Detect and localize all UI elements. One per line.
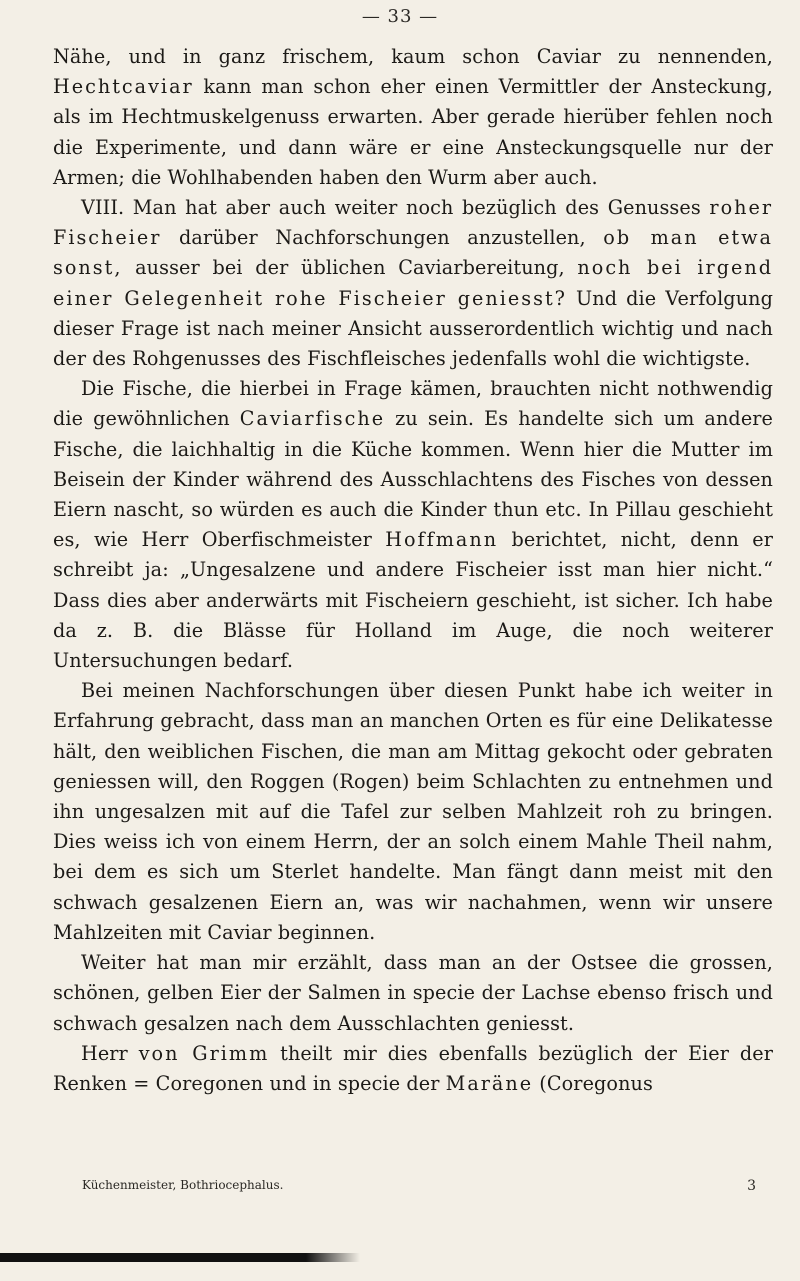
text-span: zu sein. Es handelte sich um andere Fische, die laichhaltig in die Küche kommen. Wenn hier die Mutter im Beisein der Kinder während des Ausschlachtens des Fisches von dessen Eiern nascht, so würden es auch die Kinder thun etc. In Pillau geschieht es, wie Herr Oberfischmeister (53, 407, 773, 552)
emphasis-caviarfische: Caviarfische (239, 407, 386, 431)
emphasis-von-grimm: von Grimm (138, 1041, 270, 1065)
text-span: ausser bei der üblichen Caviarbereitung, (122, 256, 578, 280)
emphasis-hechtcaviar: Hechtcaviar (53, 75, 194, 99)
paragraph-2 (53, 193, 773, 374)
text-span: Weiter hat man mir erzählt, dass man an der Ostsee die grossen, schönen, gelben Eier der Salmen in specie der Lachse ebenso frisch und schwach gesalzen nach dem Ausschlachten geniesst. (53, 951, 773, 1035)
text-span: Nähe, und in ganz frischem, kaum schon Caviar zu nennenden, (53, 45, 773, 68)
text-span: VIII. Man hat aber auch weiter noch bezüglich des Genusses (81, 196, 710, 220)
emphasis-hoffmann: Hoffmann (385, 528, 499, 552)
body-text (53, 42, 773, 1099)
emphasis-question: noch bei irgend einer Gelegenheit rohe Fischeier geniesst? (53, 256, 773, 310)
emphasis-roher-fischeier: roher Fischeier (53, 196, 773, 250)
text-span: (Coregonus (533, 1071, 653, 1095)
text-span: theilt mir dies ebenfalls bezüglich der Eier der Renken = Coregonen und in specie der (53, 1041, 773, 1095)
text-span: Bei meinen Nachforschungen über diesen Punkt habe ich weiter in Erfahrung gebracht, dass man an manchen Orten es für eine Delikatesse hält, den weiblichen Fischen, die man am Mittag gekocht oder gebraten geniessen will, den Roggen (Rogen) beim Schlachten zu entnehmen und ihn ungesalzen mit auf die Tafel zur selben Mahlzeit roh zu bringen. Dies weiss ich von einem Herrn, der an solch einem Mahle Theil nahm, bei dem es sich um Sterlet handelte. Man fängt dann meist mit den schwach gesalzenen Eiern an, was wir nachahmen, wenn wir unsere Mahlzeiten mit Caviar beginnen. (53, 679, 773, 944)
emphasis-ob-man-etwa-sonst: ob man etwa sonst, (53, 226, 773, 280)
paragraph-5 (53, 948, 773, 1039)
text-span: berichtet, nicht, denn er schreibt ja: „Ungesalzene und andere Fischeier isst man hier nicht.“ Dass dies aber anderwärts mit Fischeiern geschieht, ist sicher. Ich habe da z. B. die Blässe für Holland im Auge, die noch weiterer Untersuchungen bedarf. (53, 528, 773, 673)
bottom-rule (0, 1253, 360, 1262)
text-span: Herr (81, 1041, 139, 1065)
text-span: kann man schon eher einen Vermittler der Ansteckung, als im Hechtmuskelgenuss erwarten. Aber gerade hierüber fehlen noch die Experimente, und dann wäre er eine Ansteckungsquelle nur der Armen; die Wohlhabenden haben den Wurm aber auch. (53, 75, 773, 189)
text-span: darüber Nachforschungen anzustellen, (161, 226, 604, 250)
text-span: Die Fische, die hierbei in Frage kämen, brauchten nicht nothwendig die gewöhnlichen (53, 377, 773, 431)
paragraph-1 (53, 42, 773, 193)
emphasis-maraene: Maräne (445, 1071, 534, 1095)
footer-signature-line (82, 1178, 762, 1192)
page-number: — 33 — (361, 6, 439, 27)
paragraph-3 (53, 374, 773, 676)
paragraph-6 (53, 1039, 773, 1099)
sheet-mark: 3 (747, 1178, 756, 1194)
text-span: Und die Verfolgung dieser Frage ist nach meiner Ansicht ausserordentlich wichtig und nach der des Rohgenusses des Fischfleisches jedenfalls wohl die wichtigste. (53, 286, 773, 371)
paragraph-4 (53, 676, 773, 948)
signature-text: Küchenmeister, Bothriocephalus. (82, 1178, 284, 1192)
